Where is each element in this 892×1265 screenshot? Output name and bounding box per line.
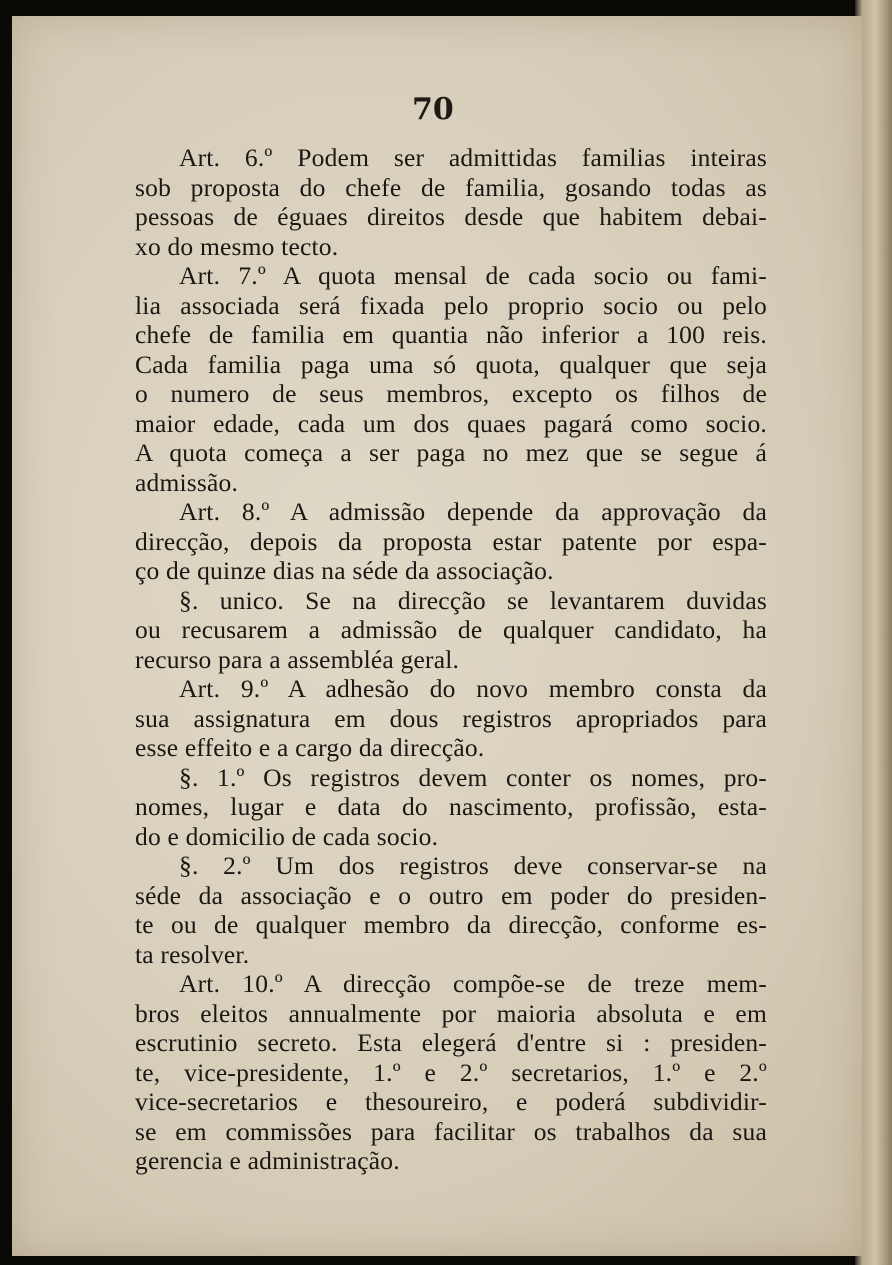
text-line: xo do mesmo tecto. xyxy=(135,231,339,261)
text-line: lia associada será fixada pelo proprio socio ou pelo xyxy=(135,290,767,320)
text-line: recurso para a assembléa geral. xyxy=(135,644,460,674)
text-line: §. 2.º Um dos registros deve conservar-se na xyxy=(179,851,767,880)
text-line: o numero de seus membros, excepto os filhos de xyxy=(135,379,767,408)
text-line: maior edade, cada um dos quaes pagará como socio. xyxy=(135,408,767,438)
text-line: Art. 6.º Podem ser admittidas familias inteiras xyxy=(179,143,767,172)
text-line: escrutinio secreto. Esta elegerá d'entre si : presiden- xyxy=(135,1028,767,1057)
text-line: Cada familia paga uma só quota, qualquer que seja xyxy=(135,349,767,379)
text-line: Art. 9.º A adhesão do novo membro consta da xyxy=(179,674,767,703)
text-line: ou recusarem a admissão de qualquer candidato, ha xyxy=(135,615,767,644)
text-line: admissão. xyxy=(135,467,239,497)
text-line: nomes, lugar e data do nascimento, profissão, esta- xyxy=(135,792,767,821)
text-line: chefe de familia em quantia não inferior a 100 reis. xyxy=(135,320,767,349)
text-line: esse effeito e a cargo da direcção. xyxy=(135,733,485,762)
page-text xyxy=(135,143,767,1176)
text-line: ta resolver. xyxy=(135,939,250,969)
text-line: do e domicilio de cada socio. xyxy=(135,821,439,851)
text-line: pessoas de éguaes direitos desde que habitem debai- xyxy=(135,202,767,231)
page-number: 70 xyxy=(412,92,454,127)
text-line: te, vice-presidente, 1.º e 2.º secretarios, 1.º e 2.º xyxy=(135,1057,767,1087)
text-line: te ou de qualquer membro da direcção, conforme es- xyxy=(135,910,767,939)
text-line: sua assignatura em dous registros apropriados para xyxy=(135,703,767,733)
text-line: Art. 10.º A direcção compõe-se de treze mem- xyxy=(179,969,767,998)
text-line: séde da associação e o outro em poder do presiden- xyxy=(135,880,767,910)
text-line: vice-secretarios e thesoureiro, e poderá subdividir- xyxy=(135,1087,767,1116)
text-line: Art. 7.º A quota mensal de cada socio ou fami- xyxy=(179,261,767,290)
text-line: A quota começa a ser paga no mez que se segue á xyxy=(135,438,767,467)
text-line: gerencia e administração. xyxy=(135,1146,400,1175)
text-line: sob proposta do chefe de familia, gosando todas as xyxy=(135,172,767,202)
text-line: Art. 8.º A admissão depende da approvação da xyxy=(179,497,767,526)
text-line: §. unico. Se na direcção se levantarem duvidas xyxy=(179,585,767,615)
text-line: direcção, depois da proposta estar patente por espa- xyxy=(135,526,767,556)
text-line: se em commissões para facilitar os trabalhos da sua xyxy=(135,1116,767,1146)
text-line: ço de quinze dias na séde da associação. xyxy=(135,556,554,585)
text-line: bros eleitos annualmente por maioria absoluta e em xyxy=(135,998,767,1028)
text-line: §. 1.º Os registros devem conter os nomes, pro- xyxy=(179,762,767,792)
